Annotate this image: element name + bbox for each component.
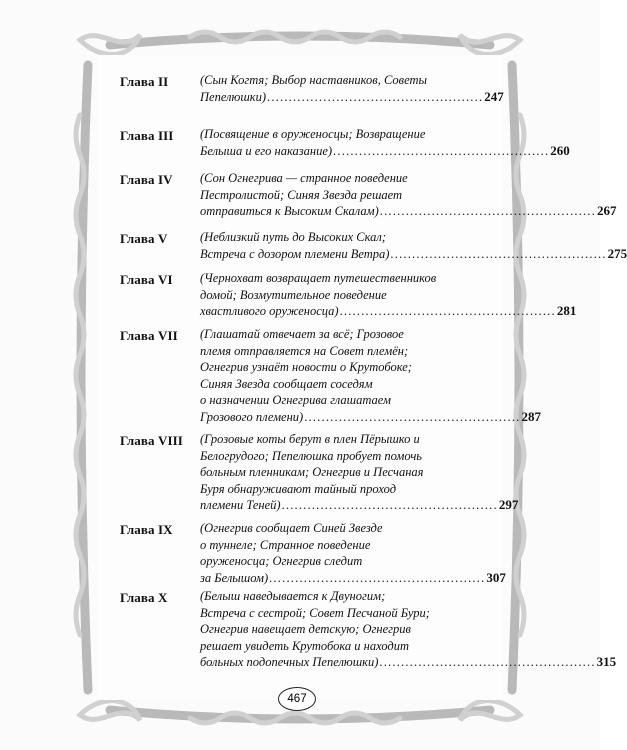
description-line: Огнегрив навещает детскую; Огнегрив <box>200 622 411 636</box>
chapter-description <box>200 588 617 671</box>
leader-dots: .................................................. <box>379 655 596 669</box>
description-line: (Чернохват возвращает путешественников <box>200 271 437 285</box>
description-last-line <box>200 497 519 514</box>
description-line: (Грозовые коты берут в плен Пёрышко и <box>200 432 420 446</box>
description-line: Встреча с дозором племени Ветра) <box>200 246 390 261</box>
description-line: за Белышом) <box>200 570 269 585</box>
page-reference: 267 <box>597 203 617 218</box>
description-line: домой; Возмутительное поведение <box>200 287 387 302</box>
description-line: решает увидеть Крутобока и находит <box>200 638 410 653</box>
page-reference: 315 <box>596 654 617 669</box>
description-line: (Сын Когтя; Выбор наставников, Советы <box>200 73 427 87</box>
page-reference: 247 <box>484 88 504 104</box>
chapter-label: Глава IX <box>120 522 173 537</box>
chapter-description <box>200 170 617 220</box>
description-line: (Посвящение в оруженосцы; Возвращение <box>200 127 426 141</box>
description-line: отправиться к Высоким Скалам) <box>200 204 379 218</box>
description-line: о назначении Огнегрива глашатаем <box>200 393 391 407</box>
leader-dots: .................................................. <box>390 246 607 261</box>
page-number: 467 <box>287 693 307 705</box>
description-line: (Огнегрив сообщает Синей Звезде <box>200 521 383 535</box>
chapter-description <box>200 229 627 262</box>
description-line: (Сон Огнегрива — странное поведение <box>200 171 408 185</box>
chapter-label: Глава VII <box>120 328 178 343</box>
description-line: (Белыш наведывается к Двуногим; <box>200 589 386 603</box>
description-line: Огнегрив узнаёт новости о Крутобоке; <box>200 360 412 374</box>
chapter-description <box>200 72 504 105</box>
leader-dots: .................................................. <box>333 143 550 158</box>
description-line: хвастливого оруженосца) <box>200 304 339 318</box>
description-line: о туннеле; Странное поведение <box>200 537 371 552</box>
page-reference: 275 <box>607 245 627 261</box>
chapter-label: Глава VIII <box>120 433 183 448</box>
chapter-label: Глава V <box>120 231 168 246</box>
chapter-label: Глава IV <box>120 172 173 187</box>
description-line: Синяя Звезда сообщает соседям <box>200 376 373 391</box>
description-line: больным пленникам; Огнегрив и Песчаная <box>200 465 424 479</box>
chapter-label: Глава X <box>120 590 168 605</box>
chapter-description <box>200 520 506 586</box>
description-line: Белыша и его наказание) <box>200 143 333 158</box>
description-last-line <box>200 303 577 320</box>
description-line: больных подопечных Пепелюшки) <box>200 655 379 669</box>
chapter-description <box>200 431 519 514</box>
description-line: Белогрудого; Пепелюшка пробует помочь <box>200 448 422 463</box>
chapter-description <box>200 126 570 159</box>
description-line: Грозового племени) <box>200 409 304 424</box>
leader-dots: .................................................. <box>281 498 498 512</box>
page-reference: 297 <box>498 497 519 512</box>
leader-dots: .................................................. <box>379 204 597 218</box>
chapter-label: Глава VI <box>120 272 173 287</box>
page-reference: 281 <box>556 303 577 318</box>
description-last-line <box>200 203 617 220</box>
description-last-line <box>200 142 570 160</box>
leader-dots: .................................................. <box>267 89 484 104</box>
description-line: (Глашатай отвечает за всё; Грозовое <box>200 327 404 341</box>
page-reference: 287 <box>521 408 541 424</box>
chapter-label: Глава II <box>120 74 169 89</box>
page-reference: 307 <box>486 569 506 585</box>
chapter-description <box>200 270 577 320</box>
description-line: Пепелюшки) <box>200 89 267 104</box>
description-last-line <box>200 408 541 426</box>
description-line: оруженосца; Огнегрив следит <box>200 554 363 568</box>
description-line: Пестролистой; Синяя Звезда решает <box>200 187 403 202</box>
description-last-line <box>200 88 504 106</box>
leader-dots: .................................................. <box>339 304 556 318</box>
page-number-badge <box>278 687 316 711</box>
leader-dots: .................................................. <box>269 570 486 585</box>
description-last-line <box>200 569 506 587</box>
chapter-description <box>200 326 541 425</box>
description-line: Встреча с сестрой; Совет Песчаной Бури; <box>200 605 430 620</box>
description-line: племя отправляется на Совет племён; <box>200 343 409 358</box>
description-line: (Неблизкий путь до Высоких Скал; <box>200 230 387 244</box>
description-line: племени Теней) <box>200 498 281 512</box>
description-last-line <box>200 245 627 263</box>
leader-dots: .................................................. <box>304 409 521 424</box>
page-reference: 260 <box>550 142 570 158</box>
description-last-line <box>200 654 617 671</box>
description-line: Буря обнаруживают тайный проход <box>200 481 397 496</box>
chapter-label: Глава III <box>120 128 174 143</box>
